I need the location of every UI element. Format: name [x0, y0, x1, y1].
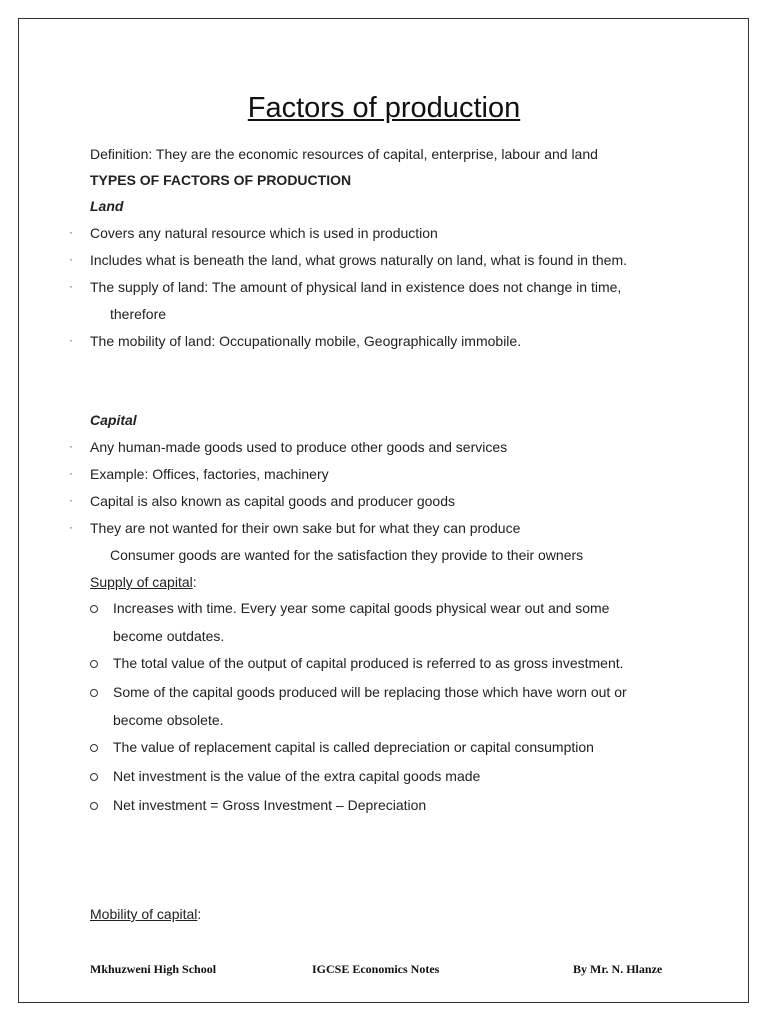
land-heading: Land	[90, 198, 124, 214]
circle-bullet-icon	[90, 660, 98, 668]
supply-of-capital-label: Supply of capital	[90, 574, 193, 590]
footer-school: Mkhuzweni High School	[90, 962, 217, 976]
bullet-marker: ·	[69, 466, 73, 480]
circle-bullet-icon	[90, 689, 98, 697]
supply-item-1-continuation: become outdates.	[113, 628, 225, 644]
bullet-marker: ·	[69, 225, 73, 239]
land-bullet-2: Includes what is beneath the land, what grows naturally on land, what is found in them.	[90, 252, 627, 268]
mobility-of-capital-label: Mobility of capital	[90, 906, 198, 922]
circle-bullet-icon	[90, 802, 98, 810]
mobility-of-capital-heading	[90, 905, 201, 923]
bullet-marker: ·	[69, 252, 73, 266]
land-bullet-3: The supply of land: The amount of physical land in existence does not change in time,	[90, 279, 622, 295]
bullet-marker: ·	[69, 439, 73, 453]
circle-bullet-icon	[90, 744, 98, 752]
circle-bullet-icon	[90, 773, 98, 781]
supply-item-1: Increases with time. Every year some capital goods physical wear out and some	[113, 600, 610, 616]
bullet-marker: ·	[69, 279, 73, 293]
supply-of-capital-heading	[90, 573, 197, 591]
capital-bullet-1: Any human-made goods used to produce other goods and services	[90, 439, 508, 455]
bullet-marker: ·	[69, 520, 73, 534]
capital-bullet-3: Capital is also known as capital goods and producer goods	[90, 493, 456, 509]
document-page	[18, 18, 749, 1003]
land-bullet-3-continuation: therefore	[110, 306, 167, 322]
bullet-marker: ·	[69, 493, 73, 507]
supply-item-6: Net investment = Gross Investment – Depreciation	[113, 797, 427, 813]
page-title: Factors of production	[247, 92, 521, 124]
consumer-goods-note: Consumer goods are wanted for the satisfaction they provide to their owners	[110, 547, 584, 563]
footer-course: IGCSE Economics Notes	[312, 962, 440, 976]
bullet-marker: ·	[69, 333, 73, 347]
types-heading: TYPES OF FACTORS OF PRODUCTION	[90, 172, 352, 188]
capital-bullet-2: Example: Offices, factories, machinery	[90, 466, 329, 482]
heading-colon: :	[192, 574, 197, 590]
supply-item-4: The value of replacement capital is called depreciation or capital consumption	[113, 739, 594, 755]
supply-item-2: The total value of the output of capital produced is referred to as gross investment.	[113, 655, 624, 671]
supply-item-3: Some of the capital goods produced will be replacing those which have worn out or	[113, 684, 627, 700]
supply-item-3-continuation: become obsolete.	[113, 712, 224, 728]
capital-bullet-4: They are not wanted for their own sake but for what they can produce	[90, 520, 521, 536]
capital-heading: Capital	[90, 412, 137, 428]
definition-text: Definition: They are the economic resources of capital, enterprise, labour and land	[90, 146, 598, 162]
heading-colon: :	[197, 906, 202, 922]
footer-author: By Mr. N. Hlanze	[573, 962, 663, 976]
land-bullet-4: The mobility of land: Occupationally mobile, Geographically immobile.	[90, 333, 522, 349]
circle-bullet-icon	[90, 605, 98, 613]
supply-item-5: Net investment is the value of the extra capital goods made	[113, 768, 481, 784]
land-bullet-1: Covers any natural resource which is used in production	[90, 225, 438, 241]
